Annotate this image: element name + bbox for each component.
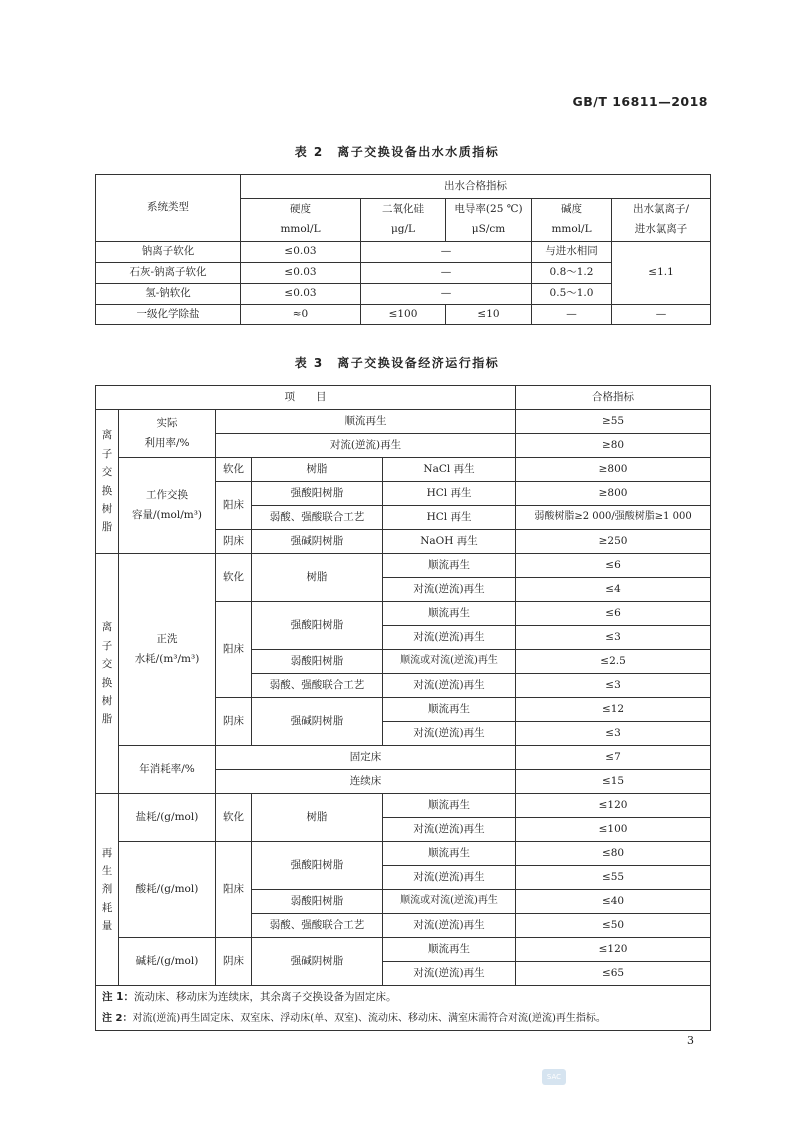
t3-bed: 软化 — [216, 554, 252, 602]
table2 — [95, 174, 711, 325]
t3-resin: 树脂 — [252, 554, 383, 602]
t3-bed: 软化 — [216, 458, 252, 482]
sac-logo: SAC — [542, 1069, 566, 1085]
t3-acid-label: 酸耗/(g/mol) — [119, 842, 216, 938]
t3-regen: 对流(逆流)再生 — [383, 722, 516, 746]
t2-system: 石灰-钠离子软化 — [96, 263, 241, 284]
t2-hardness: ≤0.03 — [241, 263, 361, 284]
t2-system: 氢-钠软化 — [96, 284, 241, 305]
t3-bed: 阳床 — [216, 842, 252, 938]
t3-value: ≤4 — [516, 578, 711, 602]
t2-header-hardness: 硬度 mmol/L — [241, 199, 361, 242]
page-number: 3 — [687, 1034, 694, 1047]
t3-salt-label: 盐耗/(g/mol) — [119, 794, 216, 842]
t2-conductivity: ≤10 — [446, 305, 532, 325]
t3-value: ≥55 — [516, 410, 711, 434]
t3-regen: 顺流或对流(逆流)再生 — [383, 890, 516, 914]
t3-bed: 阳床 — [216, 602, 252, 698]
t3-header-item: 项 目 — [96, 386, 516, 410]
t3-value: ≤3 — [516, 674, 711, 698]
t3-regen: 对流(逆流)再生 — [383, 962, 516, 986]
t3-value: ≤7 — [516, 746, 711, 770]
t3-note-1: 注 1：流动床、移动床为连续床，其余离子交换设备为固定床。 — [102, 991, 397, 1003]
standard-number: GB/T 16811—2018 — [572, 94, 708, 109]
t3-section-resin: 离 子 交 换 树 脂 — [96, 554, 119, 794]
t3-value: ≥250 — [516, 530, 711, 554]
t3-resin: 树脂 — [252, 458, 383, 482]
t3-value: ≤100 — [516, 818, 711, 842]
t3-value: ≤55 — [516, 866, 711, 890]
t3-bed: 连续床 — [216, 770, 516, 794]
t3-value: ≥800 — [516, 458, 711, 482]
t3-rinse-label: 正洗 水耗/(m³/m³) — [119, 554, 216, 746]
t3-value: ≤80 — [516, 842, 711, 866]
t3-section-resin: 离 子 交 换 树 脂 — [96, 410, 119, 554]
t3-value: ≥80 — [516, 434, 711, 458]
t3-bed: 固定床 — [216, 746, 516, 770]
t3-bed: 阴床 — [216, 938, 252, 986]
t3-value: ≤15 — [516, 770, 711, 794]
t3-regen: NaOH 再生 — [383, 530, 516, 554]
t3-regen: 对流(逆流)再生 — [383, 866, 516, 890]
t2-alkalinity: 0.5～1.0 — [532, 284, 612, 305]
t3-value: ≤2.5 — [516, 650, 711, 674]
t2-alkalinity: 0.8～1.2 — [532, 263, 612, 284]
t3-regen: 对流(逆流)再生 — [383, 914, 516, 938]
t2-header-silica: 二氧化硅 μg/L — [361, 199, 446, 242]
t3-regen: HCl 再生 — [383, 482, 516, 506]
t3-resin: 弱酸阳树脂 — [252, 650, 383, 674]
t2-silica: ≤100 — [361, 305, 446, 325]
t2-silica-cond: — — [361, 284, 532, 305]
t2-header-conductivity: 电导率(25 ℃) μS/cm — [446, 199, 532, 242]
t3-section-regenerant: 再 生 剂 耗 量 — [96, 794, 119, 986]
t3-regen: 顺流再生 — [383, 842, 516, 866]
t3-header-index: 合格指标 — [516, 386, 711, 410]
t3-loss-label: 年消耗率/% — [119, 746, 216, 794]
t3-note-2: 注 2：对流(逆流)再生固定床、双室床、浮动床(单、双室)、流动床、移动床、满室床需符合对流(逆流)再生指标。 — [102, 1013, 606, 1024]
t3-bed: 阴床 — [216, 698, 252, 746]
t3-resin: 树脂 — [252, 794, 383, 842]
table-row — [96, 242, 711, 263]
t2-silica-cond: — — [361, 242, 532, 263]
t2-hardness: ≈0 — [241, 305, 361, 325]
t3-regen: 顺流或对流(逆流)再生 — [383, 650, 516, 674]
table3-caption: 表 3 离子交换设备经济运行指标 — [294, 356, 500, 370]
t3-resin: 弱酸、强酸联合工艺 — [252, 506, 383, 530]
t3-value: ≤6 — [516, 554, 711, 578]
t3-value: ≤65 — [516, 962, 711, 986]
t3-value: ≤120 — [516, 794, 711, 818]
t3-regen: 对流(逆流)再生 — [383, 674, 516, 698]
t3-value: ≤12 — [516, 698, 711, 722]
t2-header-index: 出水合格指标 — [241, 175, 711, 199]
t3-cond: 对流(逆流)再生 — [216, 434, 516, 458]
t3-resin: 强碱阴树脂 — [252, 938, 383, 986]
t3-value: ≤3 — [516, 626, 711, 650]
t3-capacity-label: 工作交换 容量/(mol/m³) — [119, 458, 216, 554]
t3-resin: 强酸阳树脂 — [252, 602, 383, 650]
t2-header-chloride-ratio: 出水氯离子/ 进水氯离子 — [612, 199, 711, 242]
t3-value: ≤40 — [516, 890, 711, 914]
t2-system: 一级化学除盐 — [96, 305, 241, 325]
t3-regen: 顺流再生 — [383, 698, 516, 722]
t3-value: 弱酸树脂≥2 000/强酸树脂≥1 000 — [516, 506, 711, 530]
t3-regen: 对流(逆流)再生 — [383, 578, 516, 602]
t2-hardness: ≤0.03 — [241, 242, 361, 263]
table2-caption: 表 2 离子交换设备出水水质指标 — [294, 145, 500, 159]
t3-resin: 弱酸、强酸联合工艺 — [252, 674, 383, 698]
t3-regen: NaCl 再生 — [383, 458, 516, 482]
t3-value: ≤120 — [516, 938, 711, 962]
t2-silica-cond: — — [361, 263, 532, 284]
t3-resin: 强碱阴树脂 — [252, 698, 383, 746]
t3-regen: 顺流再生 — [383, 554, 516, 578]
t2-header-alkalinity: 碱度 mmol/L — [532, 199, 612, 242]
t2-alkalinity: — — [532, 305, 612, 325]
t3-resin: 强酸阳树脂 — [252, 842, 383, 890]
t2-chloride-ratio: — — [612, 305, 711, 325]
t2-header-system: 系统类型 — [96, 175, 241, 242]
t3-value: ≤6 — [516, 602, 711, 626]
t3-resin: 强酸阳树脂 — [252, 482, 383, 506]
t2-alkalinity: 与进水相同 — [532, 242, 612, 263]
table3 — [95, 385, 711, 1031]
t3-bed: 阴床 — [216, 530, 252, 554]
t3-resin: 弱酸阳树脂 — [252, 890, 383, 914]
t3-regen: 对流(逆流)再生 — [383, 626, 516, 650]
t2-chloride-ratio: ≤1.1 — [612, 242, 711, 305]
t3-value: ≤3 — [516, 722, 711, 746]
t3-utilization-label: 实际 利用率/% — [119, 410, 216, 458]
t3-value: ≥800 — [516, 482, 711, 506]
t3-regen: 顺流再生 — [383, 938, 516, 962]
t3-notes — [96, 986, 711, 1031]
t3-cond: 顺流再生 — [216, 410, 516, 434]
t3-alkali-label: 碱耗/(g/mol) — [119, 938, 216, 986]
t2-system: 钠离子软化 — [96, 242, 241, 263]
table-row — [96, 305, 711, 325]
t3-resin: 弱酸、强酸联合工艺 — [252, 914, 383, 938]
t2-hardness: ≤0.03 — [241, 284, 361, 305]
t3-value: ≤50 — [516, 914, 711, 938]
t3-bed: 软化 — [216, 794, 252, 842]
t3-regen: HCl 再生 — [383, 506, 516, 530]
t3-resin: 强碱阴树脂 — [252, 530, 383, 554]
t3-bed: 阳床 — [216, 482, 252, 530]
t3-regen: 顺流再生 — [383, 794, 516, 818]
t3-regen: 顺流再生 — [383, 602, 516, 626]
t3-regen: 对流(逆流)再生 — [383, 818, 516, 842]
